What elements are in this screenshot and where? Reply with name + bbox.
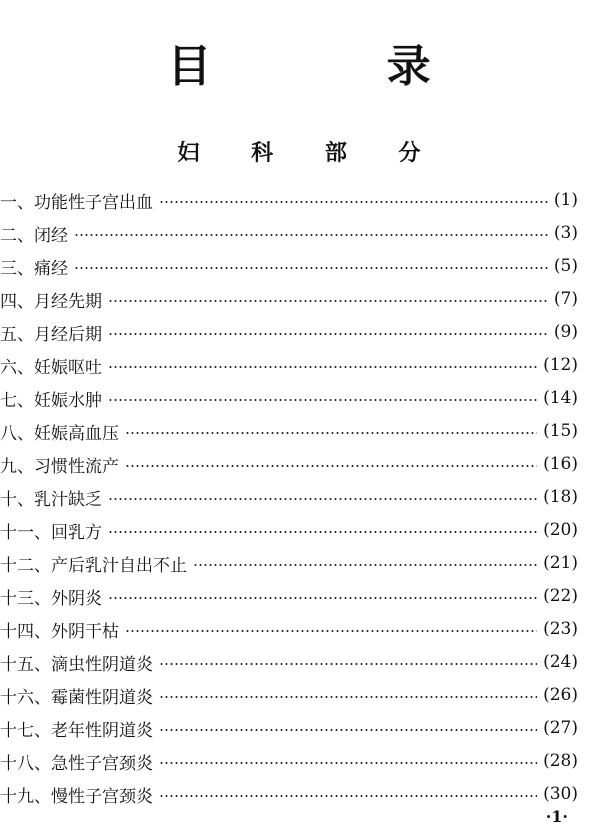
dot-leader <box>108 498 537 500</box>
toc-entry-page: (22) <box>543 586 578 606</box>
toc-entry-page: (9) <box>553 322 578 342</box>
toc-entry-label: 十一、回乳方 <box>0 522 102 543</box>
dot-leader <box>159 795 537 797</box>
toc-entry-page: (7) <box>553 289 578 309</box>
dot-leader <box>108 399 537 401</box>
toc-entry-page: (23) <box>543 619 578 639</box>
toc-entry-label: 一、功能性子宫出血 <box>0 192 153 213</box>
section-heading: 妇 科 部 分 <box>177 140 443 166</box>
dot-leader <box>108 366 537 368</box>
page-number: ·1· <box>545 807 568 826</box>
dot-leader <box>159 663 537 665</box>
toc-entry[interactable] <box>0 285 598 313</box>
dot-leader <box>159 729 537 731</box>
toc-entry[interactable] <box>0 582 598 610</box>
toc-entry-page: (16) <box>543 454 578 474</box>
dot-leader <box>108 333 548 335</box>
dot-leader <box>108 597 537 599</box>
dot-leader <box>125 630 537 632</box>
dot-leader <box>193 564 537 566</box>
toc-entry-label: 四、月经先期 <box>0 291 102 312</box>
toc-entry[interactable] <box>0 780 598 808</box>
dot-leader <box>108 531 537 533</box>
page-title: 目 录 <box>167 41 511 92</box>
toc-entry-page: (27) <box>543 718 578 738</box>
toc-entry-label: 九、习惯性流产 <box>0 456 119 477</box>
toc-entry-label: 三、痛经 <box>0 258 68 279</box>
toc-entry-label: 五、月经后期 <box>0 324 102 345</box>
toc-entry-label: 十八、急性子宫颈炎 <box>0 753 153 774</box>
toc-entry-page: (21) <box>543 553 578 573</box>
toc-entry-page: (12) <box>543 355 578 375</box>
dot-leader <box>125 465 537 467</box>
toc-entry-label: 十二、产后乳汁自出不止 <box>0 555 187 576</box>
dot-leader <box>108 300 548 302</box>
toc-entry-label: 十、乳汁缺乏 <box>0 489 102 510</box>
toc-entry[interactable] <box>0 219 598 247</box>
toc-entry[interactable] <box>0 450 598 478</box>
toc-entry-label: 十七、老年性阴道炎 <box>0 720 153 741</box>
toc-entry-label: 十六、霉菌性阴道炎 <box>0 687 153 708</box>
toc-entry-page: (18) <box>543 487 578 507</box>
toc-entry[interactable] <box>0 516 598 544</box>
dot-leader <box>159 696 537 698</box>
toc-entry-page: (14) <box>543 388 578 408</box>
toc-entry[interactable] <box>0 384 598 412</box>
toc-entry[interactable] <box>0 318 598 346</box>
toc-entry-page: (24) <box>543 652 578 672</box>
toc-entry[interactable] <box>0 615 598 643</box>
toc-entry-page: (5) <box>553 256 578 276</box>
toc-entry-label: 六、妊娠呕吐 <box>0 357 102 378</box>
dot-leader <box>74 267 548 269</box>
toc-entry-page: (30) <box>543 784 578 804</box>
toc-entry[interactable] <box>0 648 598 676</box>
toc-entry-label: 七、妊娠水肿 <box>0 390 102 411</box>
toc-entry[interactable] <box>0 351 598 379</box>
toc-entry[interactable] <box>0 186 598 214</box>
toc-entry-page: (3) <box>553 223 578 243</box>
toc-entry-page: (15) <box>543 421 578 441</box>
toc-entry-page: (1) <box>553 190 578 210</box>
toc-entry-label: 十五、滴虫性阴道炎 <box>0 654 153 675</box>
dot-leader <box>159 762 537 764</box>
toc-entry[interactable] <box>0 483 598 511</box>
toc-entry-page: (28) <box>543 751 578 771</box>
dot-leader <box>125 432 537 434</box>
toc-entry-page: (20) <box>543 520 578 540</box>
toc-entry-label: 二、闭经 <box>0 225 68 246</box>
toc-entry[interactable] <box>0 747 598 775</box>
dot-leader <box>74 234 548 236</box>
toc-entry-label: 十九、慢性子宫颈炎 <box>0 786 153 807</box>
toc-entry-label: 十四、外阴干枯 <box>0 621 119 642</box>
dot-leader <box>159 201 548 203</box>
toc-entry[interactable] <box>0 714 598 742</box>
toc-entry[interactable] <box>0 549 598 577</box>
toc-entry-label: 十三、外阴炎 <box>0 588 102 609</box>
toc-entry[interactable] <box>0 681 598 709</box>
toc-entry[interactable] <box>0 417 598 445</box>
toc-entry-label: 八、妊娠高血压 <box>0 423 119 444</box>
toc-entry-page: (26) <box>543 685 578 705</box>
toc-entry[interactable] <box>0 252 598 280</box>
